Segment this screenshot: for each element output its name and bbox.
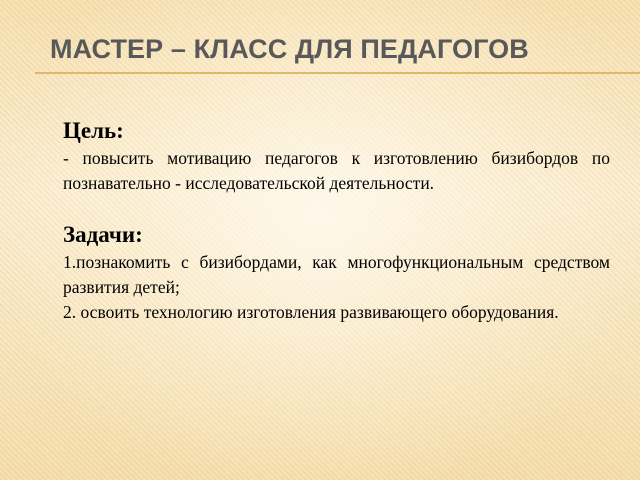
goal-section	[63, 116, 610, 196]
tasks-heading: Задачи:	[63, 222, 143, 247]
title-divider	[35, 72, 640, 74]
task-item-1: 1.познакомить с бизибордами, как многофункциональным средством развития детей;	[63, 252, 610, 297]
tasks-section	[63, 220, 610, 325]
goal-heading: Цель:	[63, 118, 124, 143]
section-spacer	[63, 196, 610, 220]
goal-text: - повысить мотивацию педагогов к изготовлению бизибордов по познавательно - исследовательской деятельности.	[63, 148, 610, 193]
task-item-2: 2. освоить технологию изготовления развивающего оборудования.	[63, 302, 559, 322]
slide-title: МАСТЕР – КЛАСС ДЛЯ ПЕДАГОГОВ	[50, 34, 529, 64]
slide-body	[63, 116, 610, 325]
